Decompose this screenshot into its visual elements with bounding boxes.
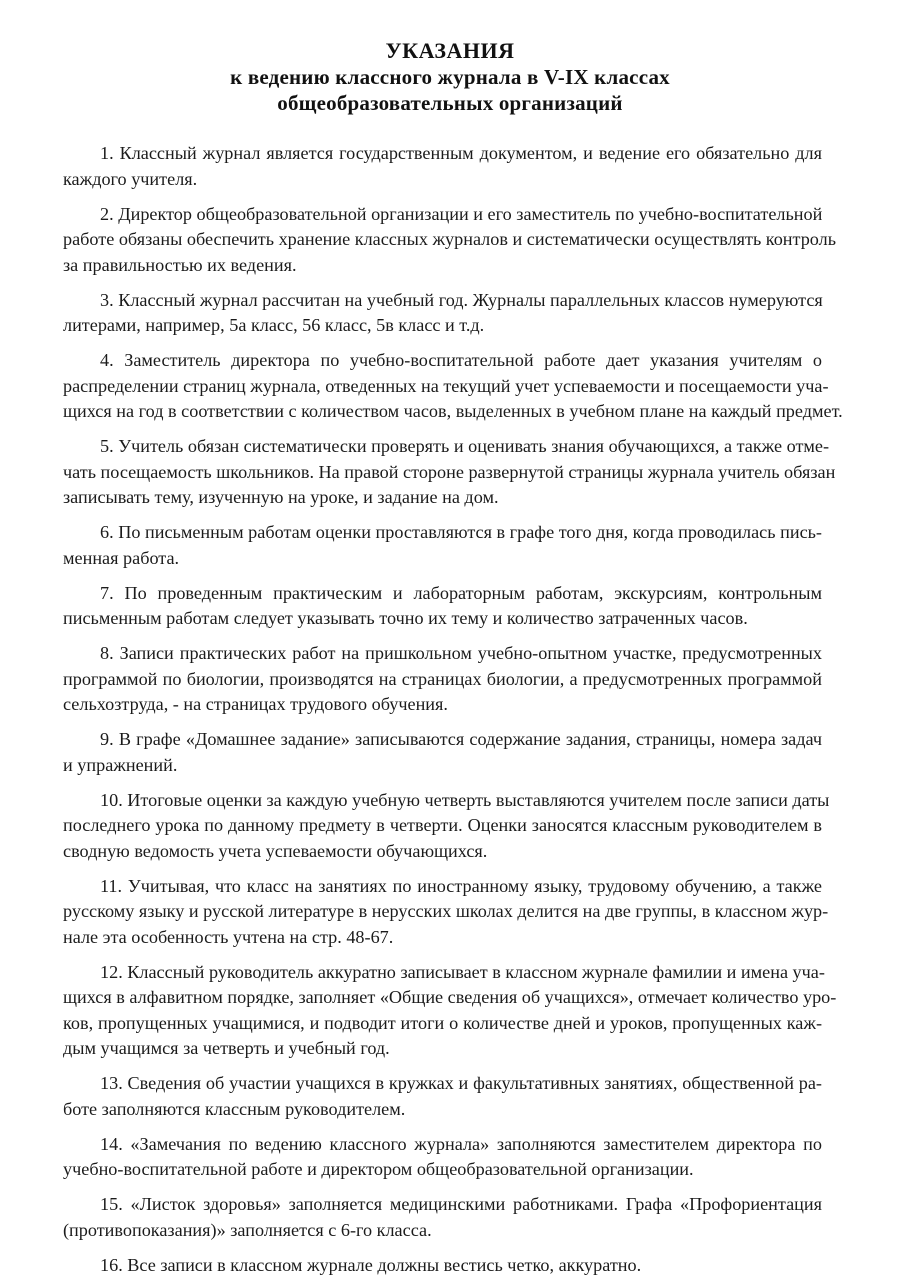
paragraph-line: 4. Заместитель директора по учебно-воспитательной работе дает указания учителям о (100, 350, 822, 370)
title-heading: УКАЗАНИЯ (385, 38, 515, 63)
paragraph-line: чать посещаемость школьников. На правой стороне развернутой страницы журнала учитель обязан (63, 461, 836, 482)
paragraph-line: 3. Классный журнал рассчитан на учебный год. Журналы параллельных классов нумеруются (100, 289, 823, 310)
paragraph-line: 13. Сведения об участии учащихся в кружках и факультативных занятиях, общественной ра- (100, 1073, 822, 1093)
instruction-item-12 (63, 960, 837, 1062)
paragraph-line: и упражнений. (63, 754, 178, 775)
instruction-item-4 (63, 348, 843, 425)
paragraph-line: 11. Учитывая, что класс на занятиях по иностранному языку, трудовому обучению, а также (100, 875, 822, 896)
paragraph-line: каждого учителя. (63, 168, 198, 189)
paragraph-line: записывать тему, изученную на уроке, и задание на дом. (63, 487, 499, 507)
title-subheading-line-2: общеобразовательных организаций (277, 91, 623, 115)
paragraph-line: литерами, например, 5а класс, 56 класс, 5в класс и т.д. (63, 315, 485, 335)
instruction-item-8 (63, 641, 822, 718)
paragraph-line: 9. В графе «Домашнее задание» записываются содержание задания, страницы, номера задач (100, 729, 822, 749)
title-subheading-line-1: к ведению классного журнала в V-IX классах (230, 65, 670, 89)
paragraph-line: за правильностью их ведения. (63, 254, 297, 275)
paragraph-line: распределении страниц журнала, отведенных на текущий учет успеваемости и посещаемости уча- (63, 375, 829, 396)
paragraph-line: учебно-воспитательной работе и директором общеобразовательной организации. (63, 1159, 694, 1179)
paragraph-line: нале эта особенность учтена на стр. 48-67. (63, 926, 394, 947)
instruction-item-7 (63, 581, 822, 632)
paragraph-line: 1. Классный журнал является государственным документом, и ведение его обязательно для (100, 143, 822, 163)
paragraph-line: 14. «Замечания по ведению классного журнала» заполняются заместителем директора по (100, 1133, 822, 1154)
instruction-item-3 (63, 288, 822, 339)
instruction-item-10 (63, 788, 830, 865)
instruction-item-2 (63, 202, 837, 279)
document-body (63, 141, 843, 1288)
paragraph-line: сводную ведомость учета успеваемости обучающихся. (63, 840, 488, 861)
paragraph-line: сельхозтруда, - на страницах трудового обучения. (63, 694, 448, 714)
instruction-item-14 (63, 1132, 822, 1183)
paragraph-line: русскому языку и русской литературе в нерусских школах делится на две группы, в классном жур- (63, 901, 829, 921)
instruction-item-11 (63, 874, 829, 951)
instruction-item-13 (63, 1071, 822, 1122)
paragraph-line: дым учащимся за четверть и учебный год. (63, 1038, 390, 1058)
paragraph-line: боте заполняются классным руководителем. (63, 1098, 406, 1119)
paragraph-line: ков, пропущенных учащимися, и подводит итоги о количестве дней и уроков, пропущенных каж- (63, 1012, 822, 1033)
document-title (0, 38, 900, 116)
paragraph-line: 15. «Листок здоровья» заполняется медицинскими работниками. Графа «Профориентация (100, 1194, 822, 1214)
paragraph-line: 16. Все записи в классном журнале должны вестись четко, аккуратно. (100, 1254, 642, 1275)
paragraph-line: программой по биологии, производятся на страницах биологии, а предусмотренных программой (63, 668, 822, 689)
paragraph-line: 2. Директор общеобразовательной организации и его заместитель по учебно-воспитательной (100, 203, 823, 224)
instruction-item-6 (63, 520, 822, 571)
instruction-item-9 (63, 727, 822, 778)
paragraph-line: щихся на год в соответствии с количеством часов, выделенных в учебном плане на каждый предмет. (63, 401, 843, 421)
paragraph-line: 8. Записи практических работ на пришкольном учебно-опытном участке, предусмотренных (100, 643, 822, 663)
instruction-item-16 (63, 1253, 822, 1279)
paragraph-line: 12. Классный руководитель аккуратно записывает в классном журнале фамилии и имена уча- (100, 961, 825, 982)
paragraph-line: щихся в алфавитном порядке, заполняет «Общие сведения об учащихся», отмечает количество уро- (63, 987, 837, 1007)
paragraph-line: 6. По письменным работам оценки проставляются в графе того дня, когда проводилась пись- (100, 522, 822, 542)
paragraph-line: менная работа. (63, 547, 180, 568)
paragraph-line: последнего урока по данному предмету в четверти. Оценки заносятся классным руководителем в (63, 815, 822, 835)
paragraph-line: 5. Учитель обязан систематически проверять и оценивать знания обучающихся, а также отме- (100, 436, 830, 456)
paragraph-line: (противопоказания)» заполняется с 6-го класса. (63, 1219, 432, 1240)
instruction-item-5 (63, 434, 836, 511)
paragraph-line: работе обязаны обеспечить хранение классных журналов и систематически осуществлять контроль (63, 229, 837, 249)
instruction-item-1 (63, 141, 822, 192)
paragraph-line: письменным работам следует указывать точно их тему и количество затраченных часов. (63, 608, 748, 628)
paragraph-line: 7. По проведенным практическим и лабораторным работам, экскурсиям, контрольным (100, 582, 822, 603)
paragraph-line: 10. Итоговые оценки за каждую учебную четверть выставляются учителем после записи даты (100, 789, 830, 810)
